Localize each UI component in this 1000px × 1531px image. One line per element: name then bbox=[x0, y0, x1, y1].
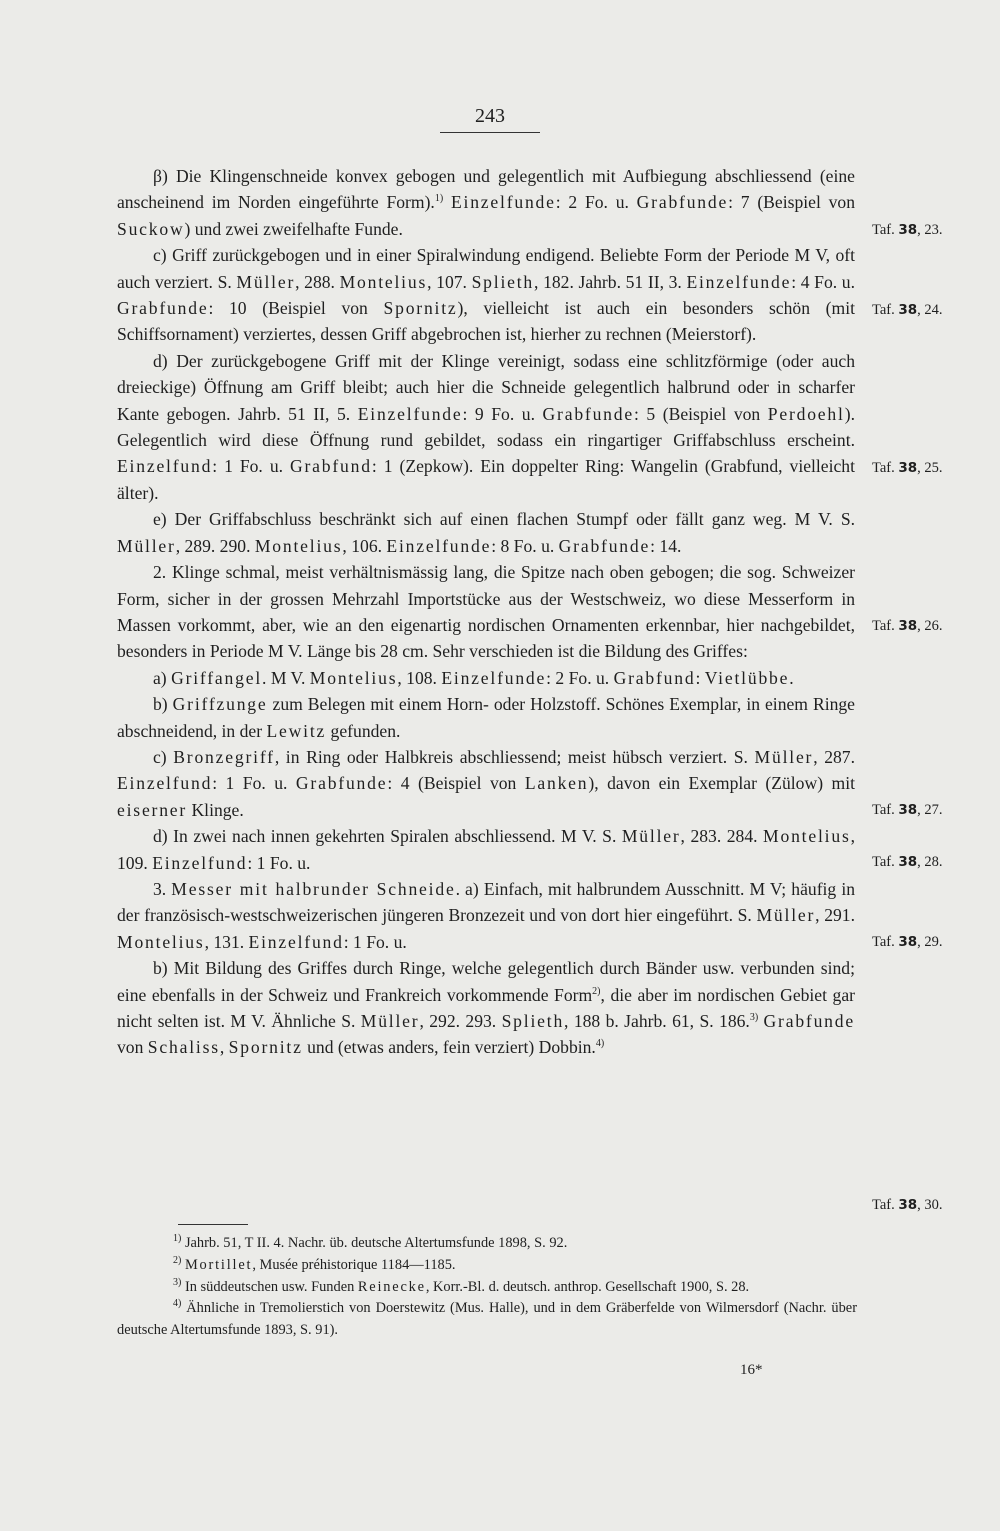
plate-reference: Taf. 38, 28. bbox=[872, 854, 943, 870]
spaced-name: Griffzunge bbox=[172, 694, 268, 715]
text-run: d) In zwei nach innen gekehrten Spiralen abschliessend. M V. S. bbox=[153, 826, 622, 847]
plate-reference: Taf. 38, 29. bbox=[872, 934, 943, 950]
text-run: zum Belegen mit einem Horn- oder Holzstoff. Schönes Exemplar, in einem Ringe abschneidend, in der bbox=[117, 694, 855, 741]
spaced-name: Einzelfund bbox=[248, 931, 344, 952]
text-run: , 108. bbox=[397, 667, 442, 688]
spaced-name: Müller bbox=[117, 535, 176, 556]
text-run: b) bbox=[153, 694, 173, 715]
spaced-name: Splieth bbox=[471, 271, 535, 292]
text-run: : 4 Fo. u. bbox=[791, 271, 855, 292]
paragraph-beta bbox=[117, 163, 855, 242]
text-run: gefunden. bbox=[326, 720, 401, 741]
text-run: . bbox=[789, 667, 794, 688]
paragraph-2a bbox=[117, 665, 855, 691]
spaced-name: Müller bbox=[756, 905, 816, 926]
text-run: : 7 (Beispiel von bbox=[728, 192, 855, 213]
text-run: 3. bbox=[153, 878, 172, 899]
spaced-name: Einzelfund bbox=[117, 456, 213, 477]
spaced-name: Reinecke bbox=[357, 1278, 426, 1295]
footnote-ref: 1) bbox=[434, 193, 444, 205]
text-run: : 2 Fo. u. bbox=[546, 667, 614, 688]
text-run: : 1 Fo. u. bbox=[247, 852, 311, 873]
text-run: 2. Klinge schmal, meist verhältnismässig lang, die Spitze nach oben gebogen; die sog. Schweizer Form, sicher in der grossen Mehrzahl Importstücke aus der Westschweiz, wo diese Messerform in Massen vorkommt, aber, wie an den eigenartig nordischen Ornamenten erkennbar, hier nachgebildet, besonders in Periode M V. Länge bis 28 cm. Sehr verschieden ist die Bildung des Griffes: bbox=[117, 562, 855, 662]
footnote-ref: 2) bbox=[592, 985, 601, 997]
plate-reference: Taf. 38, 30. bbox=[872, 1197, 943, 1213]
text-run: : 14. bbox=[650, 535, 682, 556]
spaced-name: Vietlübbe bbox=[704, 667, 790, 688]
spaced-name: Montelius bbox=[117, 931, 205, 952]
text-run: a) bbox=[153, 667, 172, 688]
paragraph-d bbox=[117, 348, 855, 506]
text-run: , 106. bbox=[342, 535, 387, 556]
spaced-name: Müller bbox=[360, 1011, 420, 1031]
text-run: : 2 Fo. u. bbox=[555, 192, 637, 213]
footnote-ref: 4) bbox=[173, 1298, 182, 1310]
footnote-ref: 1) bbox=[173, 1233, 182, 1245]
footnote-ref: 4) bbox=[595, 1038, 605, 1050]
plate-reference: Taf. 38, 25. bbox=[872, 460, 943, 476]
text-run: e) Der Griffabschluss beschränkt sich auf einen flachen Stumpf oder fällt ganz weg. M V. S. bbox=[153, 509, 855, 530]
footnote-ref: 3) bbox=[173, 1276, 182, 1288]
spaced-name: Müller bbox=[236, 271, 296, 292]
spaced-name: Einzelfund bbox=[117, 773, 213, 794]
paragraph-2b bbox=[117, 691, 855, 744]
paragraph-3b bbox=[117, 955, 855, 1061]
text-run: ) und zwei zweifelhafte Funde. bbox=[184, 218, 403, 239]
spaced-name: Grabfunde bbox=[636, 192, 729, 213]
text-run: , 292. 293. bbox=[419, 1011, 502, 1031]
spaced-name: Einzelfund bbox=[152, 852, 248, 873]
spaced-name: Perdoehl bbox=[767, 403, 845, 424]
text-run: , 283. 284. bbox=[680, 826, 764, 847]
text-run: ), davon ein Exemplar (Zülow) mit bbox=[588, 773, 855, 794]
spaced-name: Mortillet bbox=[184, 1256, 253, 1273]
text-run: , Musée préhistorique 1184—1185. bbox=[252, 1256, 456, 1273]
footnote-ref: 3) bbox=[749, 1012, 759, 1024]
text-run: : 4 (Beispiel von bbox=[387, 773, 525, 794]
text-run: b) Mit Bildung des Griffes durch Ringe, welche gelegentlich durch Bänder usw. verbunden sind; eine ebenfalls in der Schweiz und Frankreich vorkommende Form bbox=[117, 958, 855, 1005]
text-run: : 8 Fo. u. bbox=[491, 535, 559, 556]
spaced-name: Einzelfunde bbox=[441, 667, 547, 688]
spaced-name: Lanken bbox=[524, 773, 589, 794]
spaced-name: Montelius bbox=[763, 826, 851, 847]
spaced-name: Spornitz bbox=[383, 298, 458, 319]
text-run: , 289. 290. bbox=[175, 535, 255, 556]
spaced-name: Müller bbox=[754, 746, 814, 767]
text-run: , 182. Jahrb. 51 II, 3. bbox=[534, 271, 687, 292]
paragraph-e bbox=[117, 506, 855, 559]
text-run: : 1 Fo. u. bbox=[212, 456, 291, 477]
text-run: , 287. bbox=[813, 746, 855, 767]
spaced-name: Bronzegriff bbox=[173, 746, 275, 767]
plate-reference: Taf. 38, 23. bbox=[872, 222, 943, 238]
page-number: 243 bbox=[440, 103, 540, 133]
spaced-name: Montelius bbox=[309, 667, 398, 688]
footnote-4 bbox=[117, 1298, 857, 1342]
plate-reference: Taf. 38, 27. bbox=[872, 802, 943, 818]
spaced-name: Montelius bbox=[339, 271, 428, 292]
spaced-name: Grabfunde bbox=[117, 298, 209, 319]
spaced-name: Suckow bbox=[117, 218, 185, 239]
text-run: von bbox=[117, 1037, 148, 1058]
text-run: ), vielleicht ist auch ein besonders schön (mit Schiffsornament) verziertes, dessen Griff abgebrochen ist, hierher zu rechnen (Meierstorf). bbox=[117, 298, 855, 345]
spaced-name: Schaliss bbox=[147, 1037, 220, 1058]
text-run: Ähnliche in Tremolierstich von Doerstewitz (Mus. Halle), und in dem Gräberfelde von Wilmersdorf (Nachr. über deutsche Altertumsfunde 1893, S. 91). bbox=[117, 1300, 857, 1339]
paragraph-c bbox=[117, 242, 855, 348]
spaced-name: Lewitz bbox=[266, 720, 327, 741]
footnote-ref: 2) bbox=[173, 1255, 182, 1266]
footnote-divider bbox=[178, 1224, 248, 1225]
text-run: : 1 Fo. u. bbox=[212, 773, 296, 794]
text-run: : 1 (Zepkow). Ein doppelter Ring: Wangelin (Grabfund, vielleicht älter). bbox=[117, 456, 855, 503]
spaced-name: Grabfund bbox=[613, 667, 696, 688]
text-run: , 188 b. Jahrb. 61, S. 186. bbox=[564, 1011, 750, 1031]
text-run: , bbox=[219, 1037, 229, 1058]
signature-mark: 16* bbox=[740, 1362, 763, 1378]
text-run: . M V. bbox=[262, 667, 310, 688]
text-run: , 288. bbox=[295, 271, 340, 292]
footnote-2 bbox=[117, 1255, 857, 1277]
spaced-name: Grabfunde bbox=[763, 1011, 855, 1031]
paragraph-2d bbox=[117, 823, 855, 876]
text-run: : 5 (Beispiel von bbox=[633, 403, 768, 424]
spaced-name: Montelius bbox=[254, 535, 343, 556]
spaced-name: Splieth bbox=[501, 1011, 565, 1031]
text-run: , Korr.-Bl. d. deutsch. anthrop. Gesellschaft 1900, S. 28. bbox=[425, 1278, 750, 1295]
spaced-name: Müller bbox=[621, 826, 681, 847]
text-run: d) Der zurückgebogene Griff mit der Klinge vereinigt, sodass eine schlitzförmige (oder auch dreieckige) Öffnung am Griff bleibt; auch hier die Schneide gelegentlich halbrund oder in scharfer Kante gebogen. Jahrb. 51 II, 5. bbox=[117, 350, 855, 424]
footnote-1 bbox=[117, 1233, 857, 1255]
spaced-name: Einzelfunde bbox=[686, 271, 792, 292]
plate-reference: Taf. 38, 24. bbox=[872, 302, 943, 318]
main-text bbox=[117, 163, 855, 1061]
spaced-name: Grabfunde bbox=[542, 403, 634, 424]
text-run: . a) Einfach, mit halbrundem Ausschnitt. M V; häufig in der französisch-westschweizerischen jüngeren Bronzezeit und von dort hier eingeführt. S. bbox=[117, 878, 856, 926]
spaced-name: Griffangel bbox=[171, 667, 263, 688]
text-run: , 109. bbox=[117, 826, 856, 873]
spaced-name: Grabfunde bbox=[558, 535, 651, 556]
text-run: c) bbox=[153, 746, 174, 767]
paragraph-3a bbox=[117, 876, 855, 955]
spaced-name: Grabfund bbox=[290, 456, 372, 477]
spaced-name: Grabfunde bbox=[295, 773, 388, 794]
text-run: und (etwas anders, fein verziert) Dobbin. bbox=[302, 1037, 596, 1058]
text-run: In süddeutschen usw. Funden bbox=[181, 1278, 358, 1295]
spaced-name: eiserner bbox=[117, 799, 188, 820]
paragraph-2 bbox=[117, 559, 855, 665]
text-run: c) Griff zurückgebogen und in einer Spiralwindung endigend. Beliebte Form der Periode M V, oft auch verziert. S. bbox=[117, 245, 855, 292]
text-run: , 131. bbox=[204, 931, 249, 952]
footnote-3 bbox=[117, 1277, 857, 1299]
plate-reference: Taf. 38, 26. bbox=[872, 618, 943, 634]
spaced-name: Einzelfunde bbox=[450, 192, 556, 213]
text-run: , 291. bbox=[815, 905, 855, 926]
text-run: ). Gelegentlich wird diese Öffnung rund gebildet, sodass ein ringartiger Griffabschluss erscheint. bbox=[117, 403, 855, 451]
text-run: Klinge. bbox=[187, 799, 244, 820]
text-run: : 10 (Beispiel von bbox=[208, 298, 384, 319]
footnotes bbox=[117, 1233, 857, 1342]
text-run: : bbox=[695, 667, 705, 688]
spaced-name: Einzelfunde bbox=[386, 535, 492, 556]
text-run: : 9 Fo. u. bbox=[462, 403, 543, 424]
spaced-name: Spornitz bbox=[228, 1037, 303, 1058]
text-run bbox=[443, 192, 451, 212]
text-run: , in Ring oder Halbkreis abschliessend; meist hübsch verziert. S. bbox=[274, 746, 755, 767]
spaced-name: Messer mit halbrunder Schneide bbox=[171, 878, 456, 899]
paragraph-2c bbox=[117, 744, 855, 823]
text-run: : 1 Fo. u. bbox=[343, 931, 407, 952]
text-run: , 107. bbox=[427, 271, 472, 292]
spaced-name: Einzelfunde bbox=[357, 403, 463, 424]
text-run: Jahrb. 51, T II. 4. Nachr. üb. deutsche Altertumsfunde 1898, S. 92. bbox=[181, 1235, 568, 1251]
text-run: β) Die Klingenschneide konvex gebogen und gelegentlich mit Aufbiegung abschliessend (eine anscheinend im Norden eingeführte Form). bbox=[117, 166, 855, 213]
text-run: , die aber im nordischen Gebiet gar nicht selten ist. M V. Ähnliche S. bbox=[117, 984, 855, 1031]
